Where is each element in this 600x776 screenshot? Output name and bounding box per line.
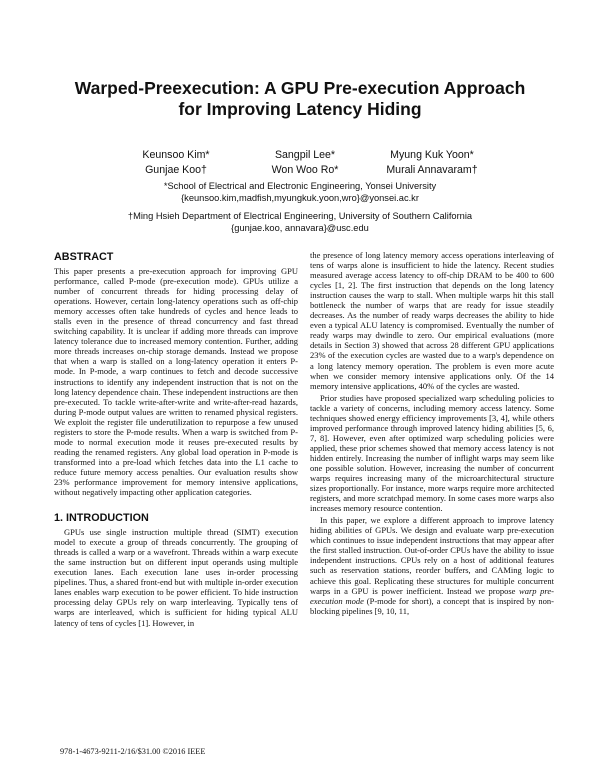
author-name: Won Woo Ro*	[271, 164, 339, 176]
author-name: Sangpil Lee*	[274, 149, 336, 161]
introduction-paragraph: GPUs use single instruction multiple thread (SIMT) execution model to execute a group of threads concurrently. The grouping of threads is called a warp or a wavefront. Threads within a warp execute the same instruction but on different input operands using multiple execution lanes. Each execution lane uses in-order processing pipelines. Thus, a shared front-end but with multiple in-order execution lanes enables warp execution to be power efficient. To hide instruction processing delay GPUs rely on warp interleaving. Typically tens of warps are interleaved, which is sufficient for hiding typical ALU latency of tens of cycles [1]. However, in	[54, 527, 298, 628]
right-column	[310, 250, 554, 616]
affiliation-emails: {keunsoo.kim,madfish,myungkuk.yoon,wro}@yonsei.ac.kr	[181, 192, 419, 203]
copyright-footer: 978-1-4673-9211-2/16/$31.00 ©2016 IEEE	[60, 747, 206, 756]
affiliation-emails: {gunjae.koo, annavara}@usc.edu	[231, 222, 369, 233]
paragraph-text: In this paper, we explore a different approach to improve latency hiding abilities of GPUs. We design and evaluate warp pre-execution which continues to issue independent instructions that may appear after the first stalled instruction. Out-of-order CPUs have the ability to issue independent instructions. CPUs rely on a host of additional features such as reservation stations, reorder buffers, and CAMing logic to achieve this goal. Replicating these structures for multiple concurrent warps in a GPU is power inefficient. Instead we propose	[310, 515, 554, 596]
paper-title	[40, 78, 560, 120]
author-name: Murali Annavaram†	[386, 164, 478, 176]
affiliation-name: †Ming Hsieh Department of Electrical Engineering, University of Southern California	[127, 211, 473, 221]
affiliation-usc	[60, 211, 540, 234]
abstract-text: This paper presents a pre-execution approach for improving GPU performance, called P-mode (pre-execution mode). GPUs utilize a number of concurrent threads for hiding processing delay of operations. However, certain long-latency operations such as off-chip memory accesses often take hundreds of cycles and hence leads to stalls even in the presence of thread concurrency and fast thread switching capability. It is unclear if adding more threads can improve latency tolerance due to increased memory contention. Further, adding more threads increases on-chip storage demands. Instead we propose that when a warp is stalled on a long-latency operation it enters P-mode. In P-mode, a warp continues to fetch and decode successive instructions to identify any independent instruction that is not on the long latency dependence chain. These independent instructions are then pre-executed. To tackle write-after-write and write-after-read hazards, during P-mode output values are written to renamed physical registers. We exploit the register file underutilization to repurpose a few unused registers to store the P-mode results. When a warp is switched from P-mode to normal execution mode it reuses pre-executed results by reading the renamed registers. Any global load operation in P-mode is transformed into a pre-load which fetches data into the L1 cache to reduce future memory access penalties. Our evaluation results show 23% performance improvement for memory intensive applications, without negatively impacting other application categories.	[54, 266, 298, 498]
abstract-heading: ABSTRACT	[54, 251, 114, 263]
body-paragraph: the presence of long latency memory access operations interleaving of tens of warps alone is insufficient to hide the latency. Recent studies measured average access latency to off-chip DRAM to be 400 to 600 cycles [1, 2]. The first instruction that depends on the long latency instruction causes the warp to stall. When multiple warps hit this stall bottleneck the number of warps that are ready for issue steadily decreases. As the number of ready warps decreases the ability to hide even a typical ALU latency is compromised. Eventually the number of ready warps may dwindle to zero. Our empirical evaluations (more details in Section 3) showed that across 28 different GPU applications 23% of the execution cycles are wasted due to a warp's dependence on a long latency memory operation. The problem is even more acute when we consider memory intensive applications only. Of the 14 memory intensive applications, 40% of the cycles are wasted.	[310, 250, 554, 391]
author-name: Myung Kuk Yoon*	[390, 149, 474, 161]
paragraph-text: (P-mode for short), a concept that is inspired by non-blocking pipelines [9, 10, 11,	[310, 595, 554, 616]
introduction-heading: 1. INTRODUCTION	[54, 512, 149, 525]
emphasized-term: warp pre-execution mode	[310, 585, 554, 606]
body-paragraph	[310, 515, 554, 615]
title-line-1: Warped-Preexecution: A GPU Pre-execution Approach	[74, 78, 526, 98]
affiliation-name: *School of Electrical and Electronic Engineering, Yonsei University	[163, 181, 437, 191]
left-column	[54, 250, 298, 628]
body-paragraph: Prior studies have proposed specialized warp scheduling policies to tackle a variety of concerns, including memory access latency. Some techniques showed energy efficiency improvements [3, 4], while others improved performance through improved latency hiding abilities [5, 6, 7, 8]. However, even after optimized warp scheduling policies were applied, these prior schemes showed that memory access latency is not hidden entirely. Increasing the number of inflight warps may seem like one possible solution. However, increasing the number of concurrent warps requires increasing many of the microarchitectural structure sizes proportionally. For instance, more warps require more architected registers, and more scratchpad memory. In some cases more warps also increases memory resource contention.	[310, 392, 554, 514]
affiliation-yonsei	[60, 181, 540, 204]
author-name: Gunjae Koo†	[145, 164, 207, 176]
title-line-2: for Improving Latency Hiding	[178, 99, 422, 119]
author-name: Keunsoo Kim*	[142, 149, 210, 161]
